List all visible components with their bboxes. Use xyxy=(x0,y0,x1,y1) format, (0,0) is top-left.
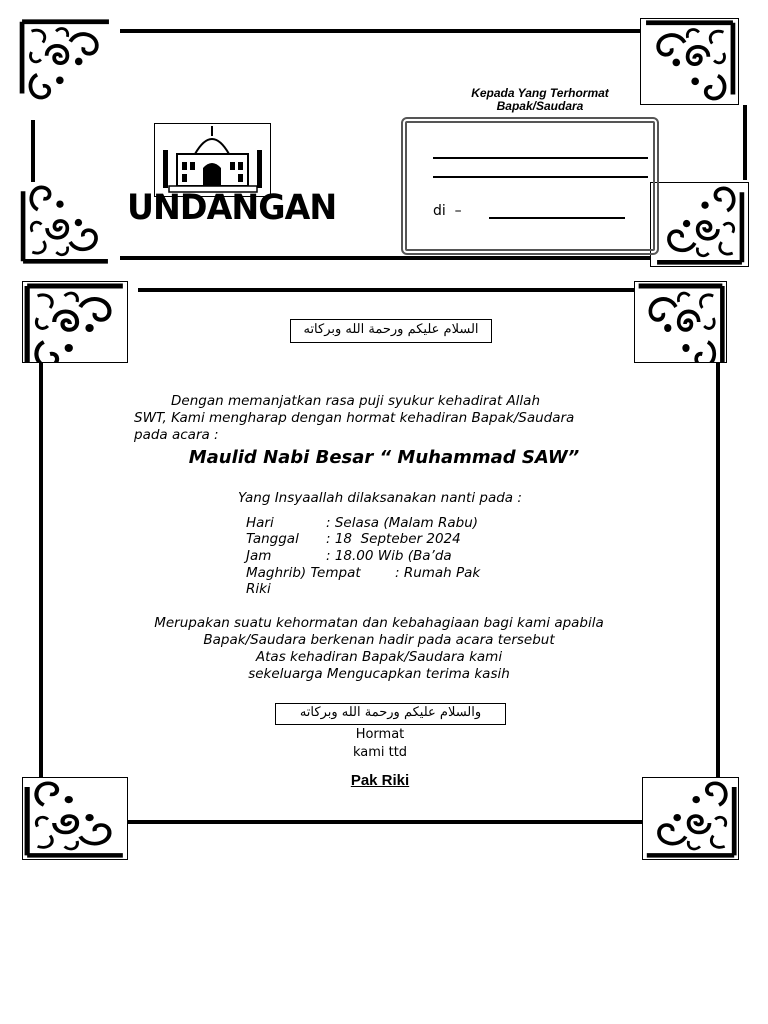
address-line xyxy=(489,217,625,219)
left-border xyxy=(39,361,43,777)
top-border xyxy=(138,288,634,292)
signoff-hormat: Hormat xyxy=(355,727,405,742)
address-line xyxy=(433,176,648,178)
corner-ornament-icon xyxy=(640,18,739,105)
detail-tempat-line: Maghrib) Tempat : Rumah Pak xyxy=(246,565,481,581)
detail-value-tanggal: : 18 Septeber 2024 xyxy=(326,531,461,547)
bottom-border xyxy=(126,820,642,824)
address-prefix: di – xyxy=(433,203,462,219)
corner-ornament-icon xyxy=(18,18,113,103)
left-border xyxy=(31,120,35,190)
corner-ornament-icon xyxy=(22,281,128,363)
detail-label-tanggal: Tanggal xyxy=(246,531,299,547)
mosque-icon xyxy=(154,123,271,197)
bottom-border xyxy=(120,256,650,260)
recipient-heading xyxy=(430,87,650,113)
signature-name: Pak Riki xyxy=(350,772,410,789)
schedule-intro: Yang Insyaallah dilaksanakan nanti pada : xyxy=(238,490,522,506)
closing-paragraph xyxy=(0,615,758,683)
address-line xyxy=(433,157,648,159)
intro-line: pada acara : xyxy=(134,427,219,443)
closing-line: Merupakan suatu kehormatan dan kebahagiaan bagi kami apabila xyxy=(154,615,604,631)
recipient-line-2: Bapak/Saudara xyxy=(496,99,584,113)
recipient-line-1: Kepada Yang Terhormat xyxy=(471,86,609,100)
detail-tempat-line: Riki xyxy=(246,581,271,597)
detail-label-jam: Jam xyxy=(246,548,272,564)
right-border xyxy=(743,105,747,180)
detail-label-hari: Hari xyxy=(246,515,274,531)
greeting-arabic: السلام عليكم ورحمة الله وبركاته xyxy=(290,319,492,343)
closing-arabic: والسلام عليكم ورحمة الله وبركاته xyxy=(275,703,506,725)
closing-line: Atas kehadiran Bapak/Saudara kami xyxy=(255,649,503,665)
detail-value-hari: : Selasa (Malam Rabu) xyxy=(326,515,479,531)
signoff-ttd: kami ttd xyxy=(352,745,408,760)
top-border xyxy=(120,29,640,33)
address-box xyxy=(401,117,659,255)
corner-ornament-icon xyxy=(650,182,749,267)
closing-line: Bapak/Saudara berkenan hadir pada acara tersebut xyxy=(203,632,555,648)
intro-line: SWT, Kami mengharap dengan hormat kehadiran Bapak/Saudara xyxy=(134,410,575,426)
corner-ornament-icon xyxy=(18,182,113,265)
closing-line: sekeluarga Mengucapkan terima kasih xyxy=(248,666,510,682)
intro-line: Dengan memanjatkan rasa puji syukur kehadirat Allah xyxy=(171,393,541,409)
detail-value-jam: : 18.00 Wib (Ba’da xyxy=(326,548,452,564)
event-title: Maulid Nabi Besar “ Muhammad SAW” xyxy=(188,447,580,468)
corner-ornament-icon xyxy=(634,281,727,363)
invitation-title: UNDANGAN xyxy=(127,188,337,228)
right-border xyxy=(716,361,720,785)
